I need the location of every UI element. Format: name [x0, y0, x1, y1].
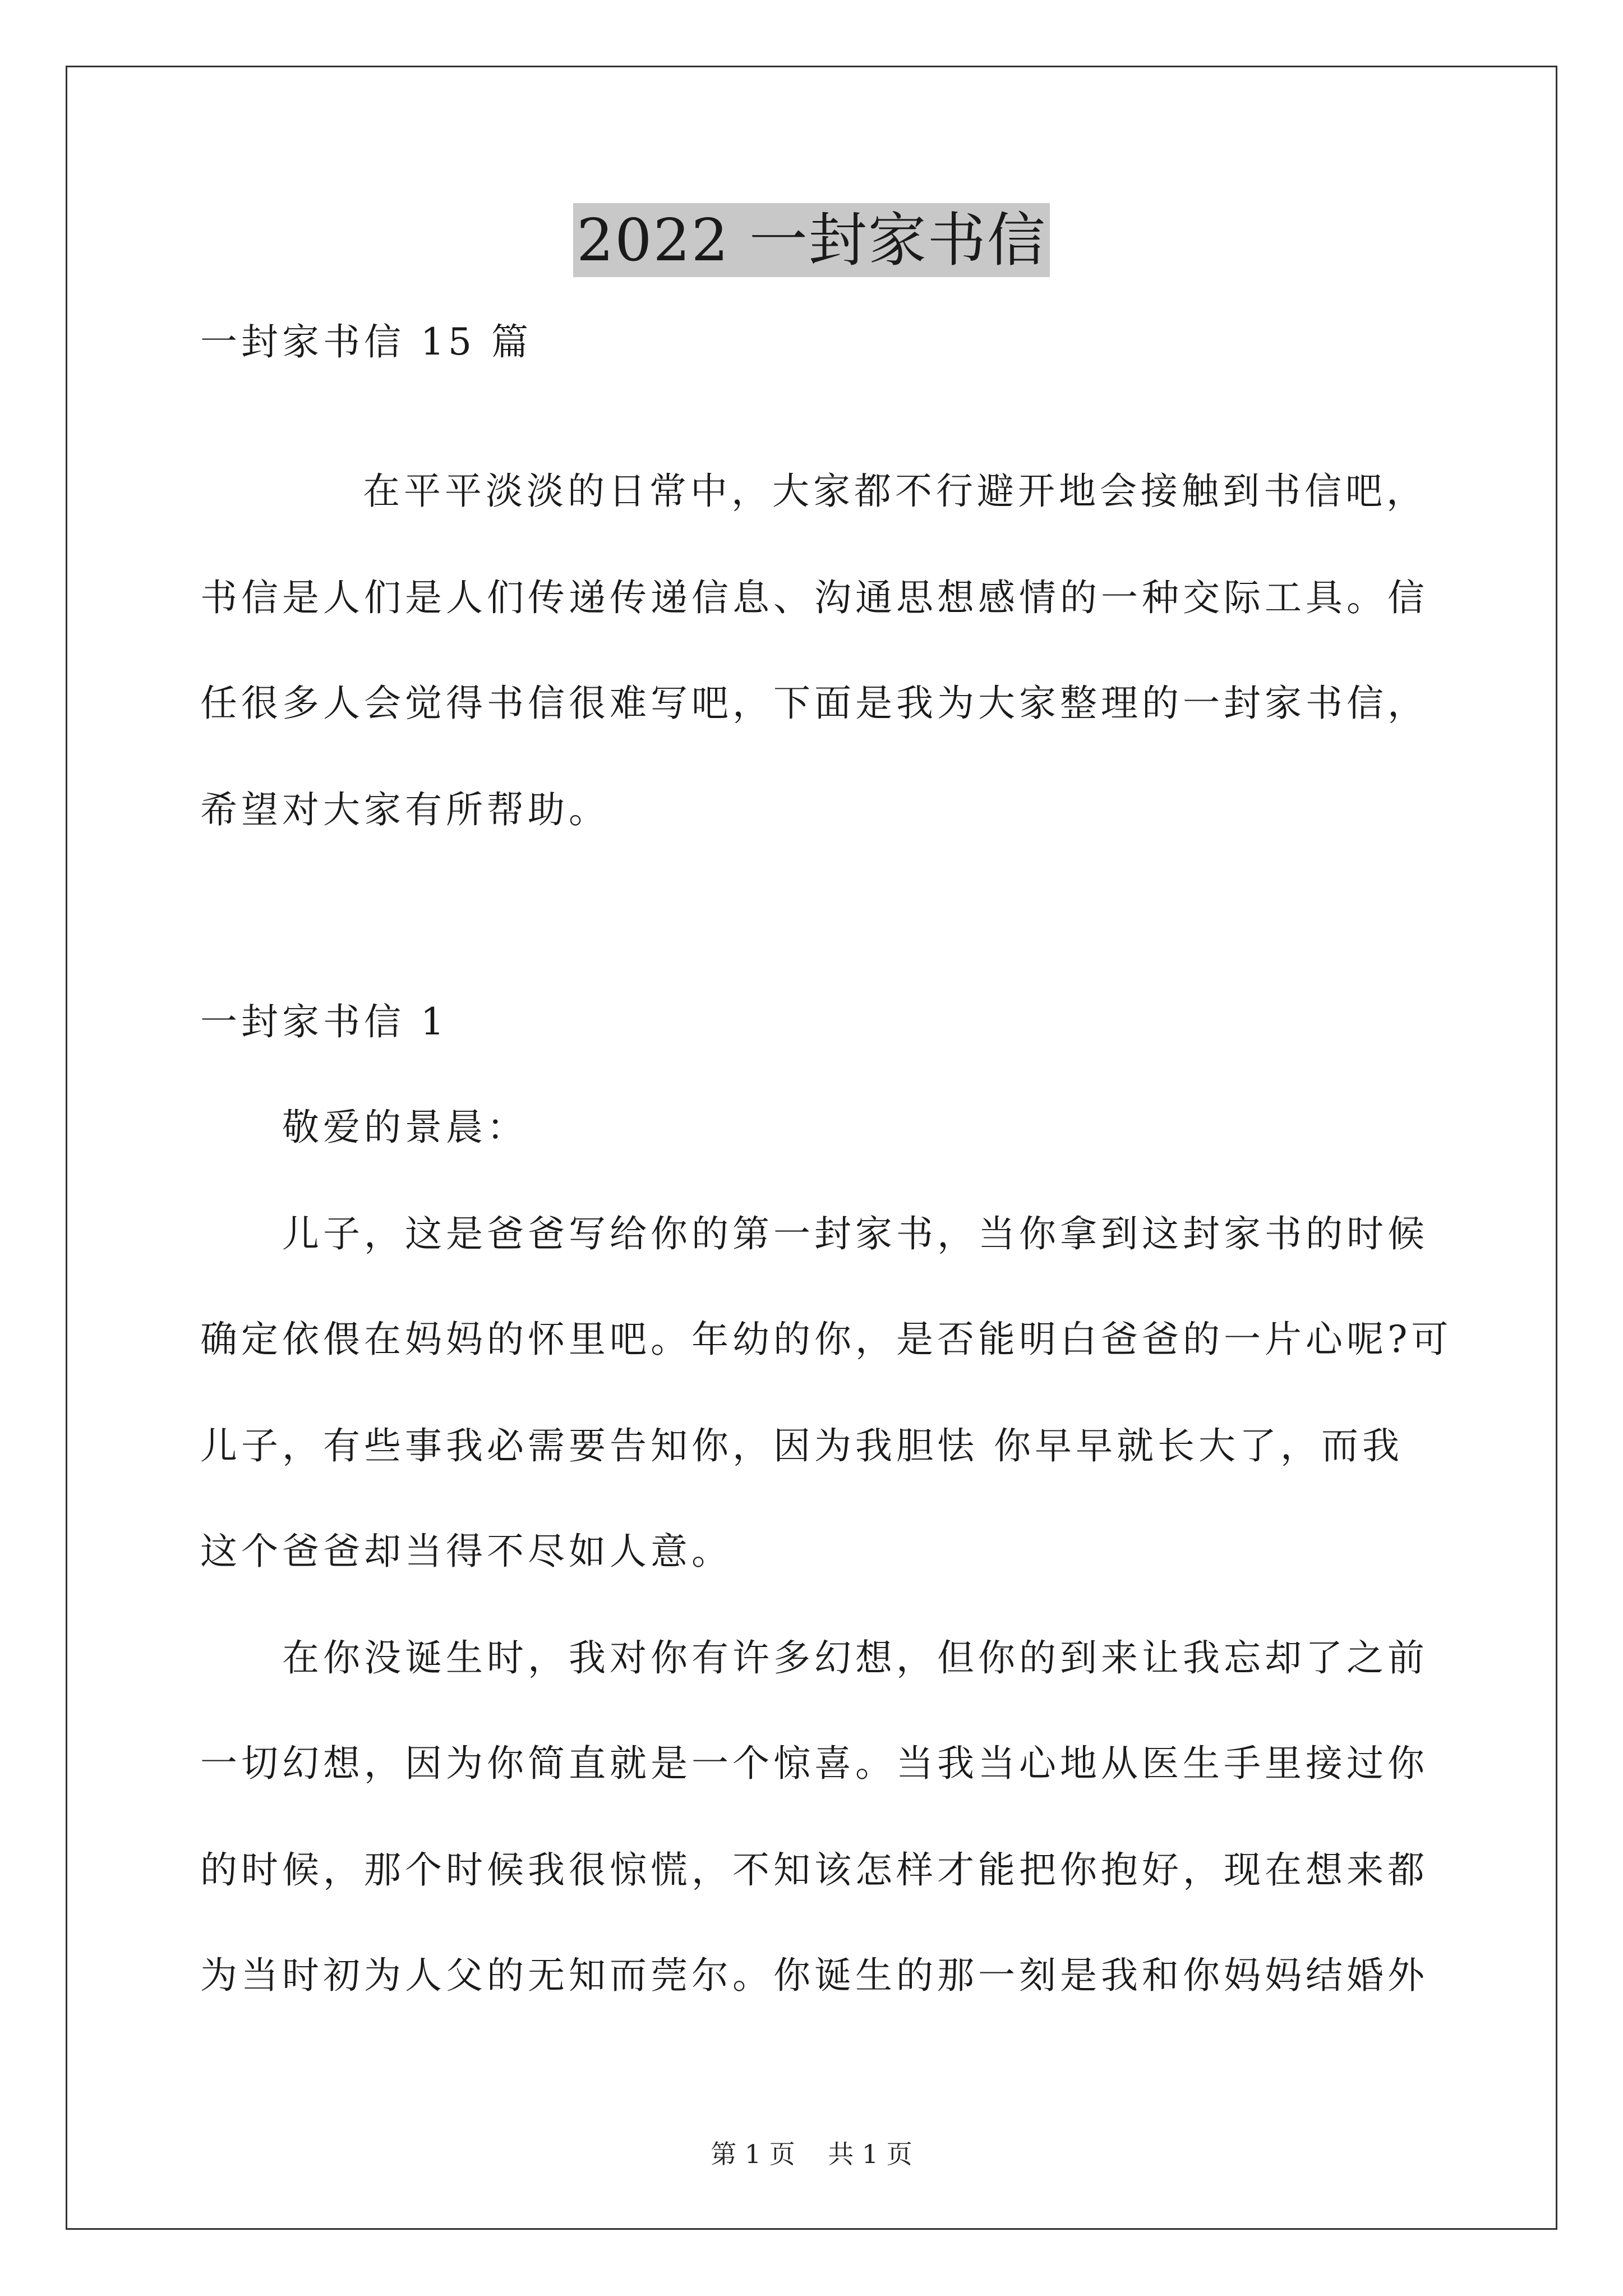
intro-line: 希望对大家有所帮助。: [200, 788, 610, 831]
page-footer: 第 1 页 共 1 页: [711, 2139, 912, 2169]
section-heading: 一封家书信 1: [200, 1000, 448, 1043]
paragraph-line: 为当时初为人父的无知而莞尔。你诞生的那一刻是我和你妈妈结婚外: [200, 1954, 1428, 1997]
title-container: [0, 203, 1623, 277]
paragraph-line: 在你没诞生时，我对你有许多幻想，但你的到来让我忘却了之前: [282, 1636, 1428, 1680]
intro-line: 书信是人们是人们传递传递信息、沟通思想感情的一种交际工具。信: [200, 576, 1428, 619]
intro-line: 在平平淡淡的日常中，大家都不行避开地会接触到书信吧，: [363, 470, 1427, 513]
document-title: 2022 一封家书信: [573, 203, 1050, 277]
subtitle: 一封家书信 15 篇: [200, 320, 532, 364]
paragraph-line: 的时候，那个时候我很惊慌，不知该怎样才能把你抱好，现在想来都: [200, 1848, 1428, 1892]
paragraph-line: 确定依偎在妈妈的怀里吧。年幼的你，是否能明白爸爸的一片心呢?可: [200, 1318, 1453, 1361]
intro-line: 任很多人会觉得书信很难写吧，下面是我为大家整理的一封家书信，: [200, 682, 1428, 725]
salutation: 敬爱的景晨：: [282, 1106, 528, 1149]
paragraph-line: 一切幻想，因为你简直就是一个惊喜。当我当心地从医生手里接过你: [200, 1742, 1428, 1785]
paragraph-line: 儿子，这是爸爸写给你的第一封家书，当你拿到这封家书的时候: [282, 1212, 1428, 1255]
paragraph-line: 儿子，有些事我必需要告知你，因为我胆怯 你早早就长大了，而我: [200, 1424, 1403, 1467]
paragraph-line: 这个爸爸却当得不尽如人意。: [200, 1530, 732, 1573]
